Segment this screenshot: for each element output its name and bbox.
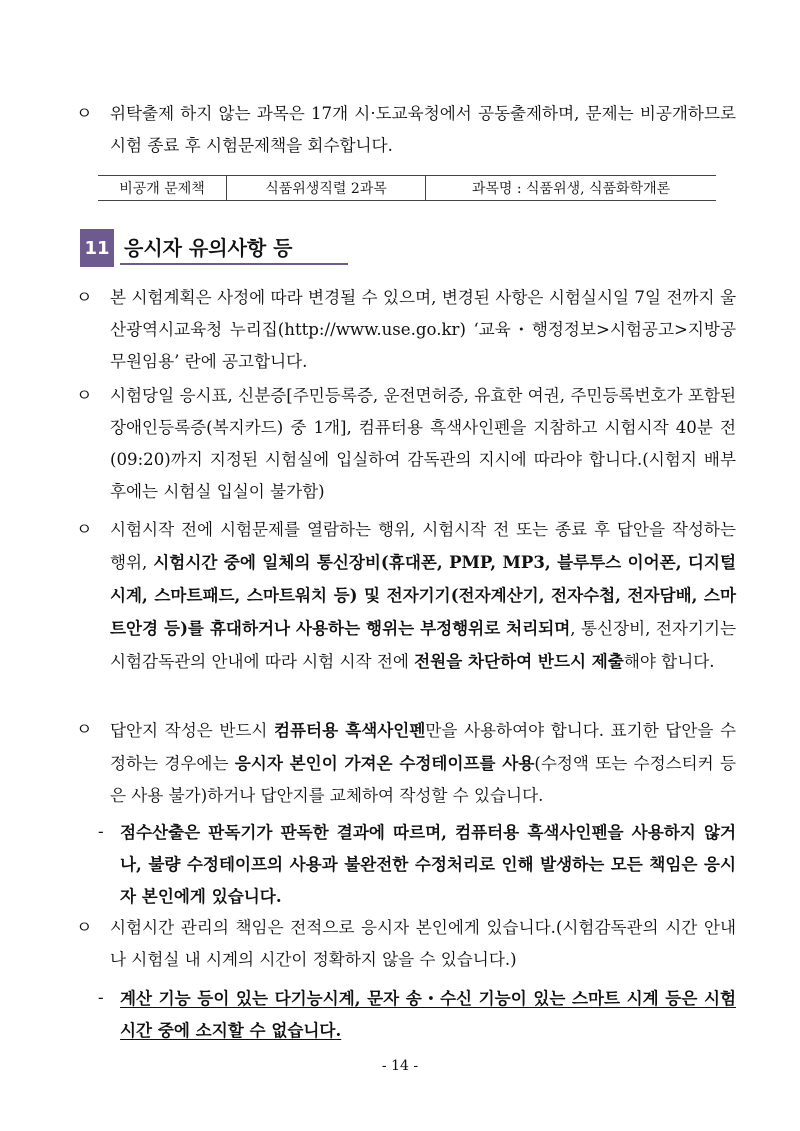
bullet-mark: ㅇ [76, 104, 93, 124]
text-run: 답안지 작성은 반드시 [110, 721, 274, 740]
notice-item-time-management [76, 912, 736, 976]
bold-text-run: 전원을 차단하여 반드시 제출 [414, 651, 624, 671]
table-cell: 비공개 문제책 [98, 176, 227, 201]
notice-text: 시험시간 관리의 책임은 전적으로 응시자 본인에게 있습니다.(시험감독관의 시간 안내나 시험실 내 시계의 시간이 정확하지 않을 수 있습니다.) [110, 918, 736, 969]
page-number: - 14 - [381, 1058, 419, 1074]
bold-text-run: 응시자 본인이 가져온 수정테이프를 사용 [234, 753, 535, 773]
notice-text: 시험당일 응시표, 신분증[주민등록증, 운전면허증, 유효한 여권, 주민등록번호가 포함된 장애인등록증(복지카드) 중 1개], 컴퓨터용 흑색사인펜을 지참하고 시험시작 40분 전(09:20)까지 지정된 시험실에 입실하여 감독관의 지시에 따라야 합니다.(시험지 배부 후에는 시험실 입실이 불가함) [110, 386, 736, 501]
intro-text: 위탁출제 하지 않는 과목은 17개 시·도교육청에서 공동출제하며, 문제는 비공개하므로 시험 종료 후 시험문제책을 회수합니다. [110, 104, 736, 155]
section-title: 응시자 유의사항 등 [120, 229, 348, 265]
text-run: , 통신장비, 전자기기는 시험감독관의 안내에 따라 시험 시작 전에 [110, 619, 736, 671]
notice-item-items-to-bring [76, 380, 736, 508]
text-run: 해야 합니다. [623, 652, 715, 671]
text-run: 시험시작 전에 시험문제를 열람하는 행위, 시험시작 전 또는 종료 후 답안을 작성하는 행위, [110, 520, 736, 572]
section-number: 11 [80, 229, 114, 267]
notice-text [110, 714, 736, 812]
table-cell: 식품위생직렬 2과목 [227, 176, 426, 201]
bullet-mark: ㅇ [76, 386, 93, 406]
sample-booklet-table [98, 175, 716, 201]
dash-mark: - [98, 988, 104, 1007]
bullet-mark: ㅇ [76, 918, 93, 938]
notice-item-prohibited-acts [76, 514, 736, 678]
table-cell: 과목명 : 식품위생, 식품화학개론 [426, 176, 717, 201]
table-row [98, 176, 716, 201]
text-run: 만을 사용하여야 합니다. 표기한 답안을 수정하는 경우에는 [110, 721, 736, 773]
sub-item-text: 계산 기능 등이 있는 다기능시계, 문자 송・수신 기능이 있는 스마트 시계 등은 시험시간 중에 소지할 수 없습니다. [120, 988, 736, 1040]
sub-item-smartwatch [98, 982, 736, 1046]
text-run: (수정액 또는 수정스티커 등은 사용 불가)하거나 답안지를 교체하여 작성할 수 있습니다. [110, 754, 736, 805]
notice-text: 본 시험계획은 사정에 따라 변경될 수 있으며, 변경된 사항은 시험실시일 7일 전까지 울산광역시교육청 누리집(http://www.use.go.kr) ‘교육・행정정보>시험공고>지방공무원임용’ 란에 공고합니다. [110, 288, 736, 371]
dash-mark: - [98, 822, 104, 841]
bold-text-run: 컴퓨터용 흑색사인펜 [274, 720, 426, 740]
bullet-mark: ㅇ [76, 288, 93, 308]
intro-paragraph [76, 98, 736, 162]
bullet-mark: ㅇ [76, 520, 93, 540]
notice-text [110, 514, 736, 678]
bold-text-run: 시험시간 중에 일체의 통신장비(휴대폰, PMP, MP3, 블루투스 이어폰, 디지털시계, 스마트패드, 스마트워치 등) 및 전자기기(전자계산기, 전자수첩, 전자담배, 스마트안경 등)를 휴대하거나 사용하는 행위는 부정행위로 처리되며 [110, 552, 736, 638]
notice-item-schedule [76, 282, 736, 378]
section-heading [80, 229, 350, 267]
bullet-mark: ㅇ [76, 720, 93, 740]
notice-item-answer-sheet [76, 714, 736, 812]
sub-item-scoring [98, 816, 736, 912]
sub-item-text: 점수산출은 판독기가 판독한 결과에 따르며, 컴퓨터용 흑색사인펜을 사용하지 않거나, 불량 수정테이프의 사용과 불완전한 수정처리로 인해 발생하는 모든 책임은 응시자 본인에게 있습니다. [120, 822, 736, 906]
